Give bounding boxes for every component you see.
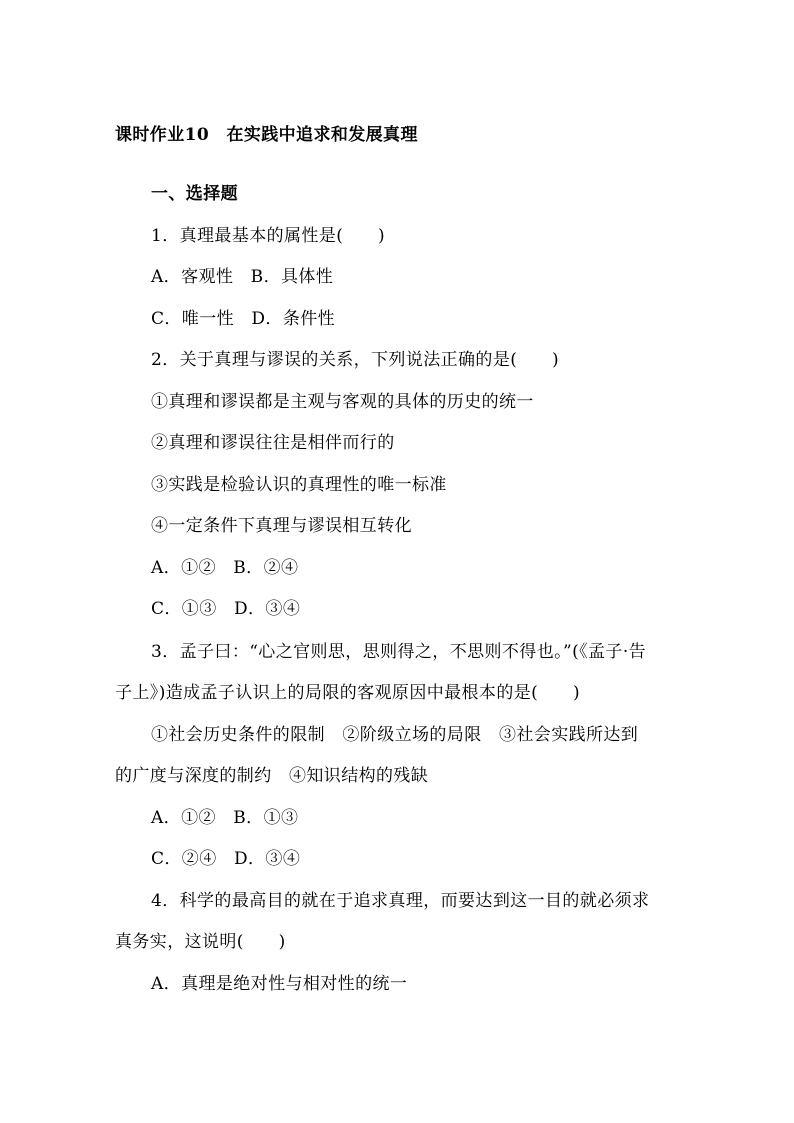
question-4-stem-line-1: 4．科学的最高目的就在于追求真理，而要达到这一目的就必须求 [151,891,650,911]
question-2-options-ab: A．①② B．②④ [151,558,299,578]
question-2-options-cd: C．①③ D．③④ [151,599,301,619]
question-3-items-line-2: 的广度与深度的制约 ④知识结构的残缺 [115,766,429,786]
question-2-item-1: ①真理和谬误都是主观与客观的具体的历史的统一 [151,392,534,412]
question-3-stem-line-2: 子上》)造成孟子认识上的局限的客观原因中最根本的是( ) [115,683,580,703]
question-1-options-cd: C．唯一性 D．条件性 [151,309,336,329]
question-3-options-ab: A．①② B．①③ [151,808,299,828]
question-2-stem: 2．关于真理与谬误的关系，下列说法正确的是( ) [151,350,560,370]
question-2-item-4: ④一定条件下真理与谬误相互转化 [151,516,412,536]
question-3-stem-line-1: 3．孟子曰：“心之官则思，思则得之，不思则不得也。”(《孟子·告 [151,642,647,662]
page-title: 课时作业10 在实践中追求和发展真理 [115,125,418,145]
question-3-options-cd: C．②④ D．③④ [151,849,301,869]
question-1-options-ab: A．客观性 B．具体性 [151,267,334,287]
question-4-option-a: A．真理是绝对性与相对性的统一 [151,974,408,994]
question-4-stem-line-2: 真务实，这说明( ) [115,932,286,952]
question-2-item-3: ③实践是检验认识的真理性的唯一标准 [151,475,447,495]
section-heading: 一、选择题 [151,184,238,204]
question-2-item-2: ②真理和谬误往往是相伴而行的 [151,433,395,453]
question-1-stem: 1．真理最基本的属性是( ) [151,226,386,246]
question-3-items-line-1: ①社会历史条件的限制 ②阶级立场的局限 ③社会实践所达到 [151,725,639,745]
